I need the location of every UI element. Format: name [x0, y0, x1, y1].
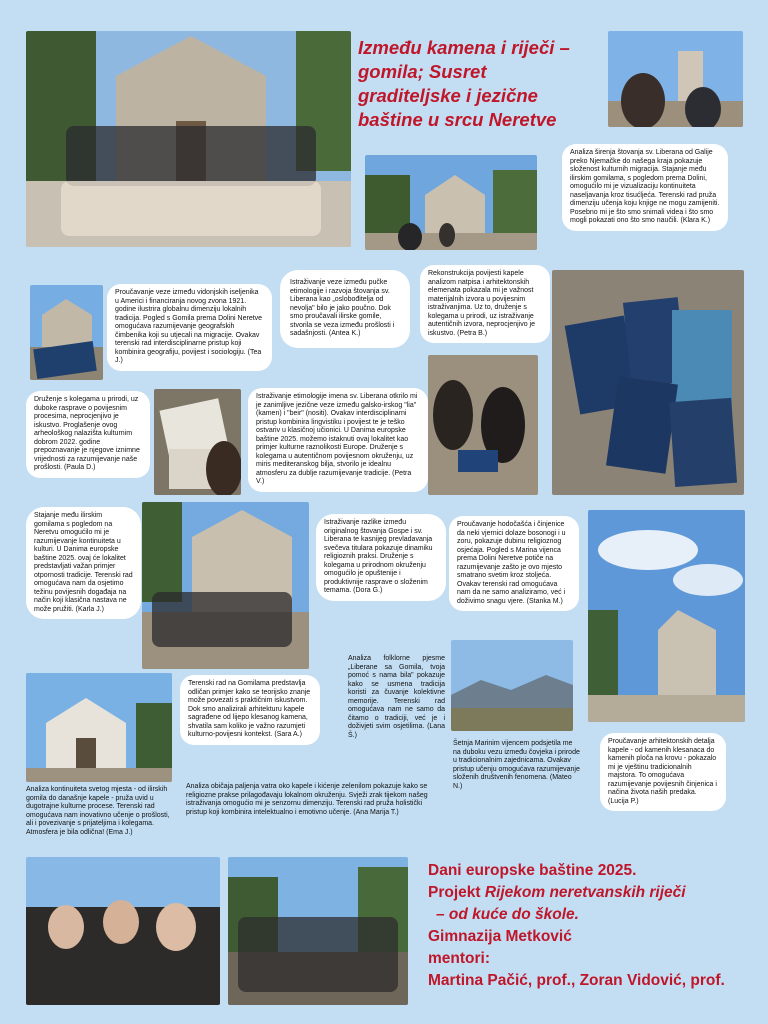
text-ana: Analiza običaja paljenja vatra oko kapele i kićenje zelenilom pokazuje kako se religiozne prakse prilagođavaju lokalnom okruženju. Svježi zrak tijekom našeg istraživanja omogućio mi je senzornu dimenziju. Terenski rad pruža holistički pristup koji kombinira intelektualno i emotivno učenje. (Ana Marija T.)	[186, 783, 428, 816]
photo-chapel-small	[30, 285, 103, 380]
footer-project-subtitle: – od kuće do škole.	[436, 906, 579, 923]
photo-chapel-with-student	[365, 155, 537, 250]
footer-project-name: Rijekom neretvanskih riječi	[484, 884, 686, 901]
photo-group-in-front-of-chapel	[26, 31, 351, 247]
photo-small-shrine	[26, 673, 172, 782]
card-klara: Analiza širenja štovanja sv. Liberana od Galije preko Njemačke do našega kraja pokazuje složenost kulturnih migracija. Stajanje među ilirskim gomilama, s pogledom prema Dolini, omogućilo mi je vizualizaciju kontinuiteta naseljavanja kroz tisućljeća. Terenski rad pruža dimenziju učenja koju knjige ne mogu zamijeniti. Posebno mi je što smo snimali videa i što smo mogli pokazati ono što smo naučili. (Klara K.)	[562, 144, 728, 231]
card-lucija: Proučavanje arhitektonskih detalja kapele - od kamenih klesanaca do kamenih ploča na krovu - pokazalo mi je vještinu tradicionalnih majstora. To omogućava razumijevanje povijesnih činjenica i načina života naših predaka. (Lucija P.)	[600, 733, 726, 811]
poster-title: Između kamena i riječi – gomila; Susret graditeljske i jezične baštine u srcu Neretve	[358, 37, 570, 131]
card-dora: Istraživanje razlike između originalnog štovanja Gospe i sv. Liberana te kasnijeg prevladavanja svečeva titulara pokazuje dinamiku religioznih praksi. Druženje s kolegama u prirodnom okruženju omogućilo je opuštenije i produktivnije rasprave o složenim temama. (Dora G.)	[316, 514, 446, 601]
photo-group-seated-at-chapel	[142, 502, 309, 669]
text-ema: Analiza kontinuiteta svetog mjesta - od ilirskih gomila do današnje kapele - pruža uvid u dugotrajne kulturne procese. Terenski rad omogućava nam inovativno učenje o prošlosti, ali i povezivanje s prijateljima i kolegama. Atmosfera je bila odlična! (Ema J.)	[26, 786, 170, 836]
photo-students-with-books	[428, 355, 538, 495]
photo-girls-by-chapel	[608, 31, 743, 127]
card-tea: Proučavanje veze između vidonjskih iseljenika u Americi i financiranja novog zvona 1921. godine ilustrira globalnu dimenziju lokalnih tradicija. Pogled s Gomila prema Dolini Neretve omogućava razumijevanje geografskih čimbenika koji su utjecali na migracije. Ovakav terenski rad interdisciplinarne pristup koji kombinira geografiju, povijest i sociologiju. (Tea J.)	[107, 284, 272, 371]
card-antea: Istraživanje veze između pučke etimologije i razvoja štovanja sv. Liberana kao „oslobođitelja od nevolja" bilo je jako poučno. Dok smo proučavali ilirske gomile, stvorila se veza između prošlosti i sadašnjosti. (Antea K.)	[280, 270, 410, 348]
card-petra-v: Istraživanje etimologije imena sv. Liberana otkrilo mi je zanimljive jezične veze između galsko-irskog "lia" (kamen) i "beir" (nositi). Ovakav interdisciplinarni pristup kombinira lingvistiku i povijest te je teško ostvariv u klasičnoj učionici. U Danima europske baštine 2025. možemo istaknuti ovaj lokalitet kao primjer kulturne raznolikosti Europe. Druženje s kolegama u autentičnom povijesnom okruženju, uz miris mediteranskog bilja, stvorilo je idealnu atmosferu za dublje razumijevanje tradicije. (Petra V.)	[248, 388, 428, 492]
footer-line-subtitle	[428, 904, 764, 926]
footer-line-project	[428, 882, 764, 904]
card-stanka: Proučavanje hodočašća i činjenice da neki vjernici dolaze bosonogi i u zoru, pokazuje dubinu religioznog osjećaja. Pogled s Marina vijenca prema Dolini Neretve potiče na razumijevanje zašto je ovo mjesto smatrano svetim kroz stoljeća. Ovakav terenski rad omogućava nam da ne samo analiziramo, već i doživimo snagu vjere. (Stanka M.)	[449, 516, 579, 611]
photo-books-on-stone	[552, 270, 744, 495]
text-lana: Analiza folklorne pjesme „Liberane sa Gomila, tvoja pomoć s nama bila" pokazuje kako se usmena tradicija koristi za čuvanje kolektivne memorije. Terenski rad omogućava nam ne samo da čitamo o tradiciji, već je i doživjeti svim osjetilima. (Lana Š.)	[348, 655, 445, 739]
photo-group-outdoors	[228, 857, 408, 1005]
footer-project-prefix: Projekt	[428, 884, 485, 901]
footer-line-mentors-label: mentori:	[428, 950, 490, 967]
photo-neretva-valley	[451, 640, 573, 731]
card-paula: Druženje s kolegama u prirodi, uz duboke rasprave o povijesnim procesima, neprocjenjivo je iskustvo. Proglašenje ovog arheološkog nalazišta kulturnim dobrom 2022. godine prepoznavanje je njegove iznimne vrijednosti za razumijevanje naše prošlosti. (Paula D.)	[26, 391, 150, 478]
photo-reading-books	[154, 389, 241, 495]
footer-line-school: Gimnazija Metković	[428, 928, 572, 945]
footer-line-mentors: Martina Pačić, prof., Zoran Vidović, prof.	[428, 972, 725, 989]
card-petra-b: Rekonstrukcija povijesti kapele analizom natpisa i arhitektonskih elemenata pokazala mi je važnost materijalnih izvora u povijesnim istraživanjima. Uz to, druženje s kolegama u prirodi, uz istraživanje autentičnih izvora, neprocjenjivo je iskustvo. (Petra B.)	[420, 265, 550, 343]
footer-project-info	[428, 860, 764, 992]
card-sara: Terenski rad na Gomilama predstavlja odličan primjer kako se teorijsko znanje može povezati s praktičnim iskustvom. Dok smo analizirali arhitekturu kapele sagrađene od lijepo klesanog kamena, shvatila sam koliko je važno razumjeti kulturno-povijesni kontekst. (Sara A.)	[180, 675, 320, 745]
text-mateo: Šetnja Marinim vijencem podsjetila me na duboku vezu između čovjeka i prirode u tradicionalnim zajednicama. Ovakav pristup učenju omogućava razumijevanje složenih društvenih fenomena. (Mateo N.)	[453, 740, 580, 790]
photo-selfie-group	[26, 857, 220, 1005]
card-karla: Stajanje među ilirskim gomilama s pogledom na Neretvu omogućilo mi je razumijevanje kontinuiteta u kulturi. U Danima europske baštine 2025. ovaj će lokalitet predstavljati važan primjer otpornosti tradicije. Terenski rad omogućava nam da osjetimo težinu povijesnih događaja na način koji klasična nastava ne može pružiti. (Karla J.)	[26, 507, 141, 619]
footer-line-event: Dani europske baštine 2025.	[428, 862, 637, 879]
photo-chapel-wide	[588, 510, 745, 722]
